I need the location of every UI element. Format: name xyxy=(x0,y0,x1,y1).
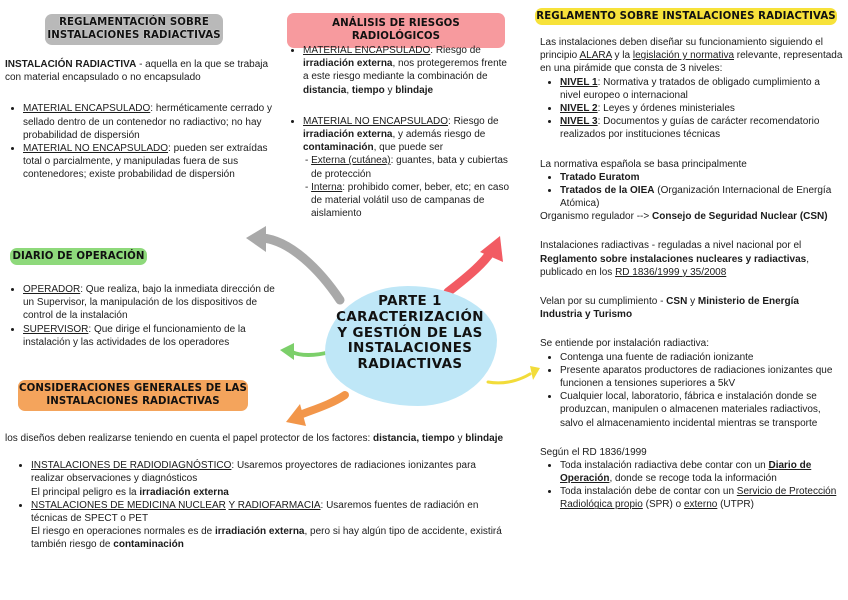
text: los diseños deben realizarse teniendo en cuenta el papel protector de los factores: xyxy=(5,433,374,444)
bold: distancia xyxy=(303,84,347,96)
text: Instalaciones radiactivas - reguladas a nivel nacional por el xyxy=(540,240,802,252)
reglamento-heading: REGLAMENTO SOBRE INSTALACIONES RADIACTIVAS xyxy=(535,8,837,25)
se-entiende-item: • Presente aparatos productores de radiaciones ionizantes que funcionen a tensiones superiores a 5kV xyxy=(560,364,843,390)
rd: RD 1836/1999 y 35/2008 xyxy=(615,266,727,278)
nivel-item xyxy=(560,76,843,102)
riesgos-externa: - Externa (cutánea): guantes, bata y cubiertas de protección xyxy=(305,155,508,180)
text: Tratado Euratom xyxy=(560,171,640,183)
consideraciones-item xyxy=(31,459,510,499)
text: : Documentos y guías de carácter recomendatorio realizados por instituciones técnicas xyxy=(560,116,820,141)
text: (UTPR) xyxy=(717,499,754,511)
text: , publicado en los xyxy=(540,253,810,278)
arrow-orange xyxy=(300,395,345,415)
reglamento-p4 xyxy=(540,295,843,321)
text: : Normativa y tratados de obligado cumplimiento a nivel europeo o internacional xyxy=(560,76,820,101)
center-title xyxy=(330,294,490,373)
term: NSTALACIONES DE MEDICINA NUCLEAR xyxy=(31,499,226,511)
text: y xyxy=(687,296,698,307)
reglamentacion-item xyxy=(23,102,277,142)
text: : Usaremos proyectores de radiaciones ionizantes para realizar observaciones y diagnósticos xyxy=(31,460,476,485)
text: El riesgo en operaciones normales es de xyxy=(31,526,215,538)
item-term: MATERIAL ENCAPSULADO xyxy=(23,103,151,115)
text: : prohibido comer, beber, etc; en caso de material volátil uso de campanas de aislamiento xyxy=(311,181,510,220)
term: MATERIAL NO ENCAPSULADO xyxy=(303,115,449,127)
reglamento-p1 xyxy=(540,36,843,76)
segun-list xyxy=(540,459,843,512)
consideraciones-intro xyxy=(5,432,510,445)
text: Toda instalación radiactiva debe contar con un xyxy=(560,459,769,471)
link-text: externo xyxy=(683,499,718,511)
reglamento-p3 xyxy=(540,239,843,279)
consideraciones-list xyxy=(5,459,510,551)
center-title-line2: CARACTERIZACIÓN Y GESTIÓN DE LAS INSTALACIONES RADIACTIVAS xyxy=(336,309,484,373)
riesgos-item-noenc xyxy=(303,115,515,155)
reglamento-p6: Según el RD 1836/1999 xyxy=(540,446,647,458)
text: , nos protegeremos frente a este riesgo mediante la combinación de xyxy=(303,58,507,83)
segun-item xyxy=(560,485,843,511)
term: MATERIAL ENCAPSULADO xyxy=(303,45,431,56)
reglamento-section xyxy=(540,36,843,512)
bold: Diario de Operación xyxy=(560,459,812,485)
text: : Que dirige el funcionamiento de la instalación y las actividades de los operadores xyxy=(23,323,246,348)
bold: irradiación externa xyxy=(139,486,229,498)
text: : Leyes y órdenes ministeriales xyxy=(597,102,735,114)
tratado-item xyxy=(560,184,843,210)
term: SUPERVISOR xyxy=(23,323,89,335)
arrow-gray-head xyxy=(246,226,266,252)
term: NIVEL 2 xyxy=(560,102,598,114)
alara: ALARA xyxy=(579,50,612,62)
se-entiende-item: • Cualquier local, laboratorio, fábrica e instalación donde se produzcan, manipulen o almacenen materiales radiactivos, salvo el almacenamiento incidental mientras se transporte xyxy=(560,390,843,430)
text: y xyxy=(384,84,396,96)
text: , y además riesgo de xyxy=(392,128,486,140)
text: El principal peligro es la xyxy=(31,486,140,498)
arrow-yellow-head xyxy=(530,366,540,380)
arrow-red xyxy=(448,250,492,292)
text: y la xyxy=(611,50,633,62)
reglamentacion-list xyxy=(5,102,277,181)
bold: Consejo de Seguridad Nuclear (CSN) xyxy=(652,211,828,223)
term: INSTALACIONES DE RADIODIAGNÓSTICO xyxy=(31,460,232,472)
text: : guantes, bata y cubiertas de protección xyxy=(311,155,508,180)
item-text: : herméticamente cerrado y sellado dentro de un contenedor no radiactivo; no hay probabilidad de dispersión xyxy=(23,103,272,141)
term: Y RADIOFARMACIA xyxy=(228,499,321,511)
bold: blindaje xyxy=(465,433,504,444)
term: NIVEL 1 xyxy=(560,76,598,88)
bold: Reglamento sobre instalaciones nucleares y radiactivas xyxy=(540,253,807,265)
riesgos-heading: ANÁLISIS DE RIESGOS RADIOLÓGICOS xyxy=(287,13,505,48)
nivel-item xyxy=(560,102,843,115)
riesgos-item-enc xyxy=(303,44,515,97)
riesgos-list-enc xyxy=(283,44,515,97)
diario-heading: DIARIO DE OPERACIÓN xyxy=(10,248,147,265)
nivel-item xyxy=(560,115,843,141)
text: , xyxy=(346,84,352,96)
bold: irradiación externa xyxy=(303,58,393,70)
reglamentacion-section xyxy=(5,58,277,182)
bold: Tratados de la OIEA xyxy=(560,184,655,196)
item-term: MATERIAL NO ENCAPSULADO xyxy=(23,142,169,154)
bold: contaminación xyxy=(303,142,374,154)
term: NIVEL 3 xyxy=(560,116,598,128)
reglamentacion-intro xyxy=(5,58,277,84)
se-entiende-item: • Contenga una fuente de radiación ionizante xyxy=(560,351,843,364)
text: , pero si hay algún tipo de accidente, existirá también riesgo de xyxy=(31,526,502,551)
reglamento-p2: La normativa española se basa principalmente xyxy=(540,158,747,170)
text: Organismo regulador --> xyxy=(540,211,652,223)
consideraciones-item xyxy=(31,499,510,552)
niveles-list xyxy=(540,76,843,142)
text: Toda instalación debe de contar con un xyxy=(560,486,737,498)
text: y xyxy=(454,433,466,444)
riesgos-interna: - Interna: prohibido comer, beber, etc; en caso de material volátil uso de campanas de aislamiento xyxy=(305,181,510,220)
link-text: Servicio de Protección Radiológica propio xyxy=(560,486,837,511)
text: (SPR) o xyxy=(642,499,684,511)
legislacion: legislación y normativa xyxy=(632,50,735,62)
consideraciones-section xyxy=(5,432,510,552)
text: relevante, representada en una pirámide que consta de 3 niveles: xyxy=(540,50,843,75)
reglamentacion-intro-text: - aquella en la que se trabaja con material encapsulado o no encapsulado xyxy=(5,59,269,84)
reglamentacion-intro-term: INSTALACIÓN RADIACTIVA xyxy=(5,59,137,70)
bold: blindaje xyxy=(395,84,434,96)
text: : Riesgo de xyxy=(448,115,499,127)
arrow-yellow xyxy=(488,374,530,383)
text: , que puede ser xyxy=(373,142,444,154)
tratado-item xyxy=(560,171,843,184)
term: Externa (cutánea) xyxy=(311,155,391,167)
riesgos-section xyxy=(283,44,515,220)
reglamentacion-item xyxy=(23,142,277,182)
tratados-list xyxy=(540,171,843,211)
bold: contaminación xyxy=(113,539,184,551)
segun-item xyxy=(560,459,843,485)
text: (Organización Internacional de Energía Atómica) xyxy=(560,184,832,210)
text: : Que realiza, bajo la inmediata dirección de un Supervisor, la manipulación de los dispositivos de control de la instalación xyxy=(23,284,275,322)
diario-item xyxy=(23,323,283,349)
item-text: : pueden ser extraídas total o parcialmente, y manipuladas fuera de sus contenedores; existe probabilidad de dispersión xyxy=(23,142,268,181)
reglamento-p5: Se entiende por instalación radiactiva: xyxy=(540,338,709,350)
center-title-line1: PARTE 1 xyxy=(378,294,442,309)
reglamento-organismo xyxy=(540,210,843,223)
term: OPERADOR xyxy=(23,284,81,295)
text: : Riesgo de xyxy=(430,45,481,56)
term: Interna xyxy=(311,181,343,193)
bold: irradiación externa xyxy=(215,526,305,538)
reglamentacion-heading: REGLAMENTACIÓN SOBRE INSTALACIONES RADIACTIVAS xyxy=(45,14,223,45)
diario-list xyxy=(5,283,283,349)
arrow-orange-head xyxy=(286,404,306,426)
text: : Usaremos fuentes de radiación en técnicas de SPECT o PET xyxy=(31,499,479,524)
bold: Ministerio de Energía Industria y Turismo xyxy=(540,296,799,321)
text: Las instalaciones deben diseñar su funcionamiento siguiendo el principio xyxy=(540,37,823,62)
text: , donde se recoge toda la información xyxy=(609,473,777,485)
text: Velan por su cumplimiento - xyxy=(540,296,667,307)
bold: irradiación externa xyxy=(303,128,393,140)
diario-section xyxy=(5,283,283,349)
riesgos-list-noenc xyxy=(283,115,515,155)
bold: tiempo xyxy=(351,84,385,96)
se-entiende-list xyxy=(540,351,843,430)
bold: distancia, tiempo xyxy=(373,433,455,444)
bold: CSN xyxy=(666,296,688,307)
diario-item xyxy=(23,283,283,323)
consideraciones-heading: CONSIDERACIONES GENERALES DE LAS INSTALACIONES RADIACTIVAS xyxy=(18,380,248,411)
